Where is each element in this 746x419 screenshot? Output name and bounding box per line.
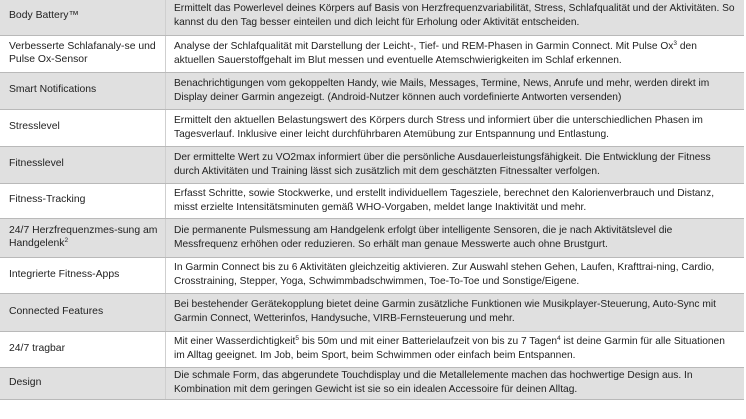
feature-label-cell	[0, 183, 166, 218]
feature-description	[174, 40, 738, 68]
feature-label-text: Connected Features	[9, 305, 104, 317]
feature-label-text: Body Battery™	[9, 9, 79, 21]
feature-label-text: 24/7 Herzfrequenzmes-sung am Handgelenk	[9, 224, 158, 249]
feature-label-text: Smart Notifications	[9, 84, 97, 96]
feature-description	[174, 335, 738, 363]
footnote-marker: 4	[557, 335, 561, 342]
feature-row	[0, 293, 744, 331]
feature-description	[174, 298, 738, 326]
feature-label	[9, 194, 161, 207]
feature-description-text: Die schmale Form, das abgerundete Touchdisplay und die Metallelemente machen das hochwertige Design aus. In Kombination mit dem geringen Gewicht ist sie so ein idealen Accessoire für deinen Alltag.	[174, 370, 693, 395]
feature-description	[174, 114, 738, 142]
feature-row	[0, 257, 744, 293]
feature-label-text: Fitnesslevel	[9, 158, 64, 170]
feature-label-cell	[0, 331, 166, 367]
feature-label-cell	[0, 218, 166, 257]
feature-row	[0, 331, 744, 367]
feature-description-cell	[166, 331, 745, 367]
feature-label	[9, 377, 161, 390]
feature-description-cell	[166, 146, 745, 183]
feature-label-text: 24/7 tragbar	[9, 342, 66, 354]
feature-description	[174, 261, 738, 289]
feature-label	[9, 10, 161, 23]
feature-label-text: Design	[9, 376, 42, 388]
footnote-marker: 2	[64, 236, 69, 244]
feature-row	[0, 35, 744, 72]
feature-description	[174, 224, 738, 252]
footnote-marker: 3	[673, 39, 678, 47]
feature-description-cell	[166, 72, 745, 109]
feature-description-cell	[166, 293, 745, 331]
feature-description	[174, 151, 738, 179]
feature-label	[9, 269, 161, 282]
feature-description	[174, 77, 738, 105]
feature-description-text: Bei bestehender Gerätekopplung bietet deine Garmin zusätzliche Funktionen wie Musikplayer-Steuerung, Auto-Sync mit Garmin Connect, Wetterinfos, Handysuche, VIRB-Fernsteuerung und mehr.	[174, 299, 716, 324]
feature-label-cell	[0, 257, 166, 293]
feature-description-cell	[166, 218, 745, 257]
feature-label-cell	[0, 0, 166, 35]
feature-description-cell	[166, 0, 745, 35]
feature-label-cell	[0, 109, 166, 146]
feature-description-cell	[166, 257, 745, 293]
feature-label-cell	[0, 35, 166, 72]
feature-description-text: Der ermittelte Wert zu VO2max informiert über die persönliche Ausdauerleistungsfähigkeit. Die Entwicklung der Fitness durch Aktivitäten und Training lässt sich zusätzlich mit dem geschätzten Fitnessalter verfolgen.	[174, 151, 711, 177]
feature-label	[9, 343, 161, 356]
feature-description-text: den aktuellen Sauerstoffgehalt im Blut messen und eventuelle Atemschwierigkeiten im Schlaf erkennen.	[174, 40, 697, 66]
feature-description-text: Benachrichtigungen vom gekoppelten Handy, wie Mails, Messages, Termine, News, Anrufe und mehr, werden direkt im Display deiner Garmin angezeigt. (Android-Nutzer können auch vordefinierte Antworten versenden)	[174, 77, 710, 103]
feature-description-text: Ermittelt das Powerlevel deines Körpers auf Basis von Herzfrequenzvariabilität, Stress, Schlafqualität und der Aktivitäten. So kannst du den Tag besser einteilen und dich leicht für Erholung oder Aktivität entscheiden.	[174, 3, 735, 29]
feature-label	[9, 225, 161, 250]
feature-description-text: Ermittelt den aktuellen Belastungswert des Körpers durch Stress und informiert über die unterschiedlichen Phasen im Tagesverlauf. Inklusive einer leicht durchführbaren Atemübung zur Entspannung und Entlastung.	[174, 114, 703, 140]
feature-description-text: Erfasst Schritte, sowie Stockwerke, und erstellt individuellem Tagesziele, berechnet den Kalorienverbrauch und Distanz, misst erzielte Intensitätsminuten gemäß WHO-Vorgaben, meldet lange Inaktivität und mehr.	[174, 187, 715, 213]
feature-label-cell	[0, 293, 166, 331]
feature-description-text: Mit einer Wasserdichtigkeit	[174, 336, 296, 347]
feature-label	[9, 41, 161, 66]
feature-row	[0, 72, 744, 109]
feature-label	[9, 306, 161, 319]
feature-label	[9, 158, 161, 171]
feature-label-cell	[0, 72, 166, 109]
feature-description-cell	[166, 183, 745, 218]
feature-description	[174, 187, 738, 215]
feature-label-text: Verbesserte Schlafanaly-se und Pulse Ox-Sensor	[9, 40, 156, 65]
feature-description-text: In Garmin Connect bis zu 6 Aktivitäten gleichzeitig aktivieren. Zur Auswahl stehen Gehen, Laufen, Krafttrai-ning, Cardio, Crosstraining, Stepper, Yoga, Schwimmbadschwimmen, Toe-To-Toe und Sonstige/Eigene.	[174, 262, 715, 287]
feature-description	[174, 369, 738, 397]
feature-description-text: Die permanente Pulsmessung am Handgelenk erfolgt über intelligente Sensoren, die je nach Aktivitätslevel die Messfrequenz erhöhen oder reduzieren. So erhält man genaue Messwerte auch ohne Brustgurt.	[174, 224, 673, 250]
feature-label-text: Fitness-Tracking	[9, 194, 86, 206]
footnote-marker: 5	[295, 335, 299, 342]
feature-row	[0, 109, 744, 146]
feature-row	[0, 146, 744, 183]
feature-description-text: bis 50m und mit einer Batterielaufzeit von bis zu 7 Tagen	[298, 336, 558, 347]
feature-description-text: Analyse der Schlafqualität mit Darstellung der Leicht-, Tief- und REM-Phasen in Garmin Connect. Mit Pulse Ox	[174, 40, 674, 52]
feature-label-cell	[0, 367, 166, 399]
feature-label-cell	[0, 146, 166, 183]
feature-description-cell	[166, 109, 745, 146]
feature-label-text: Integrierte Fitness-Apps	[9, 268, 120, 280]
feature-label-text: Stresslevel	[9, 121, 60, 133]
feature-row	[0, 0, 744, 35]
feature-description	[174, 2, 738, 30]
feature-description-cell	[166, 367, 745, 399]
feature-row	[0, 218, 744, 257]
feature-description-cell	[166, 35, 745, 72]
feature-label	[9, 121, 161, 134]
feature-row	[0, 367, 744, 399]
feature-row	[0, 183, 744, 218]
feature-description-text: ist deine Garmin für alle Situationen im Alltag geeignet. Im Job, beim Sport, beim Schwimmen oder einfach beim Entspannen.	[174, 336, 725, 361]
feature-label	[9, 84, 161, 97]
